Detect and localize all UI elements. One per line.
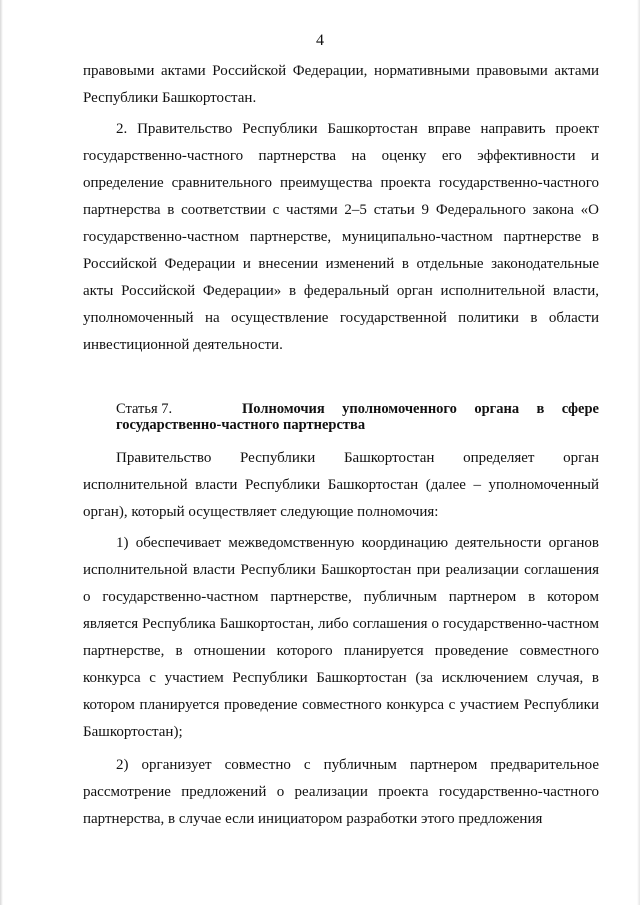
paragraph-organ: Правительство Республики Башкортостан определяет орган исполнительной власти Республики Башкортостан (далее – уполномоченный орган), который осуществляет следующие полномочия: — [83, 450, 599, 520]
scan-edge-left — [0, 0, 3, 905]
page-number: 4 — [316, 32, 324, 49]
paragraph-intro: правовыми актами Российской Федерации, нормативными правовыми актами Республики Башкортостан. — [83, 63, 599, 106]
paragraph-2: 2. Правительство Республики Башкортостан вправе направить проект государственно-частного партнерства на оценку его эффективности и определение сравнительного преимущества проекта государственно-частного партнерства в соответствии с частями 2–5 статьи 9 Федерального закона «О государственно-частном партнерстве, муниципально-частном партнерстве в Российской Федерации и внесении изменений в отдельные законодательные акты Российской Федерации» в федеральный орган исполнительной власти, уполномоченный на осуществление государственной политики в области инвестиционной деятельности. — [83, 121, 599, 353]
article-heading — [83, 401, 599, 433]
article-title-line-2: государственно-частного партнерства — [116, 417, 366, 433]
article-label: Статья 7. — [116, 401, 173, 417]
paragraph-item-1: 1) обеспечивает межведомственную координацию деятельности органов исполнительной власти Республики Башкортостан при реализации соглашения о государственно-частном партнерстве, публичным партнером в котором является Республика Башкортостан, либо соглашения о государственно-частном партнерстве, в отношении которого планируется проведение совместного конкурса с участием Республики Башкортостан (за исключением случая, в котором планируется проведение совместного конкурса с участием Республики Башкортостан); — [83, 535, 599, 740]
document-body — [83, 58, 599, 833]
article-title-line-1: Полномочия уполномоченного органа в сфере — [242, 401, 599, 417]
paragraph-item-2: 2) организует совместно с публичным партнером предварительное рассмотрение предложений о реализации проекта государственно-частного партнерства, в случае если инициатором разработки этого предложения — [83, 757, 599, 827]
